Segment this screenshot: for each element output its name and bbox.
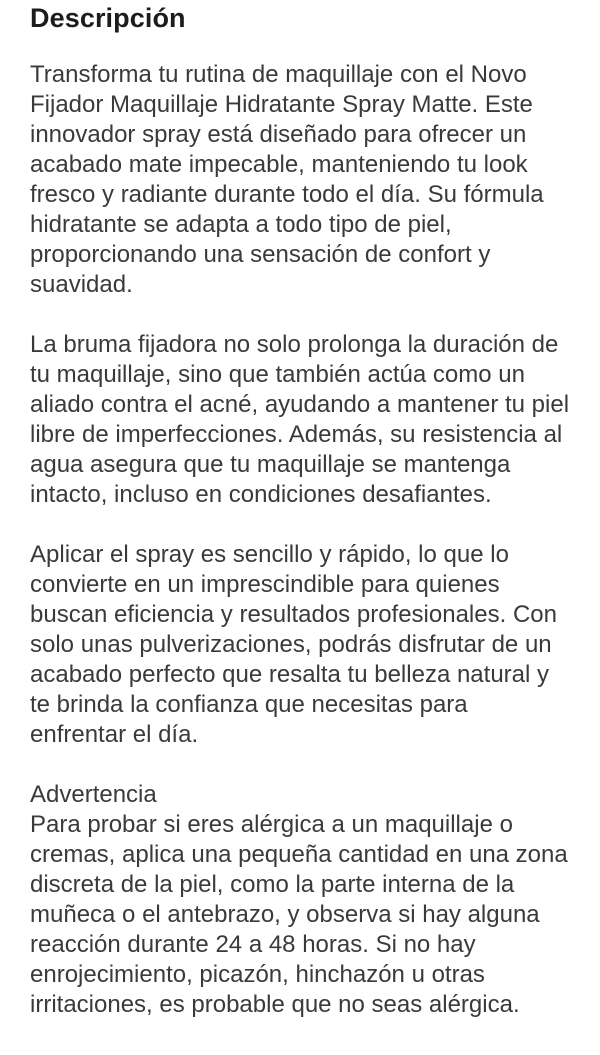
warning-label: Advertencia [30, 781, 157, 808]
warning-paragraph [30, 780, 570, 1020]
description-paragraph-1: Transforma tu rutina de maquillaje con el Novo Fijador Maquillaje Hidratante Spray Matte. Este innovador spray está diseñado para ofrecer un acabado mate impecable, manteniendo tu look fresco y radiante durante todo el día. Su fórmula hidratante se adapta a todo tipo de piel, proporcionando una sensación de confort y suavidad. [30, 61, 544, 298]
description-title: Descripción [30, 3, 186, 33]
description-paragraph-3: Aplicar el spray es sencillo y rápido, lo que lo convierte en un imprescindible para quienes buscan eficiencia y resultados profesionales. Con solo unas pulverizaciones, podrás disfrutar de un acabado perfecto que resalta tu belleza natural y te brinda la confianza que necesitas para enfrentar el día. [30, 541, 557, 748]
description-paragraph-2: La bruma fijadora no solo prolonga la duración de tu maquillaje, sino que también actúa como un aliado contra el acné, ayudando a mantener tu piel libre de imperfecciones. Además, su resistencia al agua asegura que tu maquillaje se mantenga intacto, incluso en condiciones desafiantes. [30, 331, 570, 508]
warning-text: Para probar si eres alérgica a un maquillaje o cremas, aplica una pequeña cantidad en una zona discreta de la piel, como la parte interna de la muñeca o el antebrazo, y observa si hay alguna reacción durante 24 a 48 horas. Si no hay enrojecimiento, picazón, hinchazón u otras irritaciones, es probable que no seas alérgica. [30, 811, 568, 1018]
